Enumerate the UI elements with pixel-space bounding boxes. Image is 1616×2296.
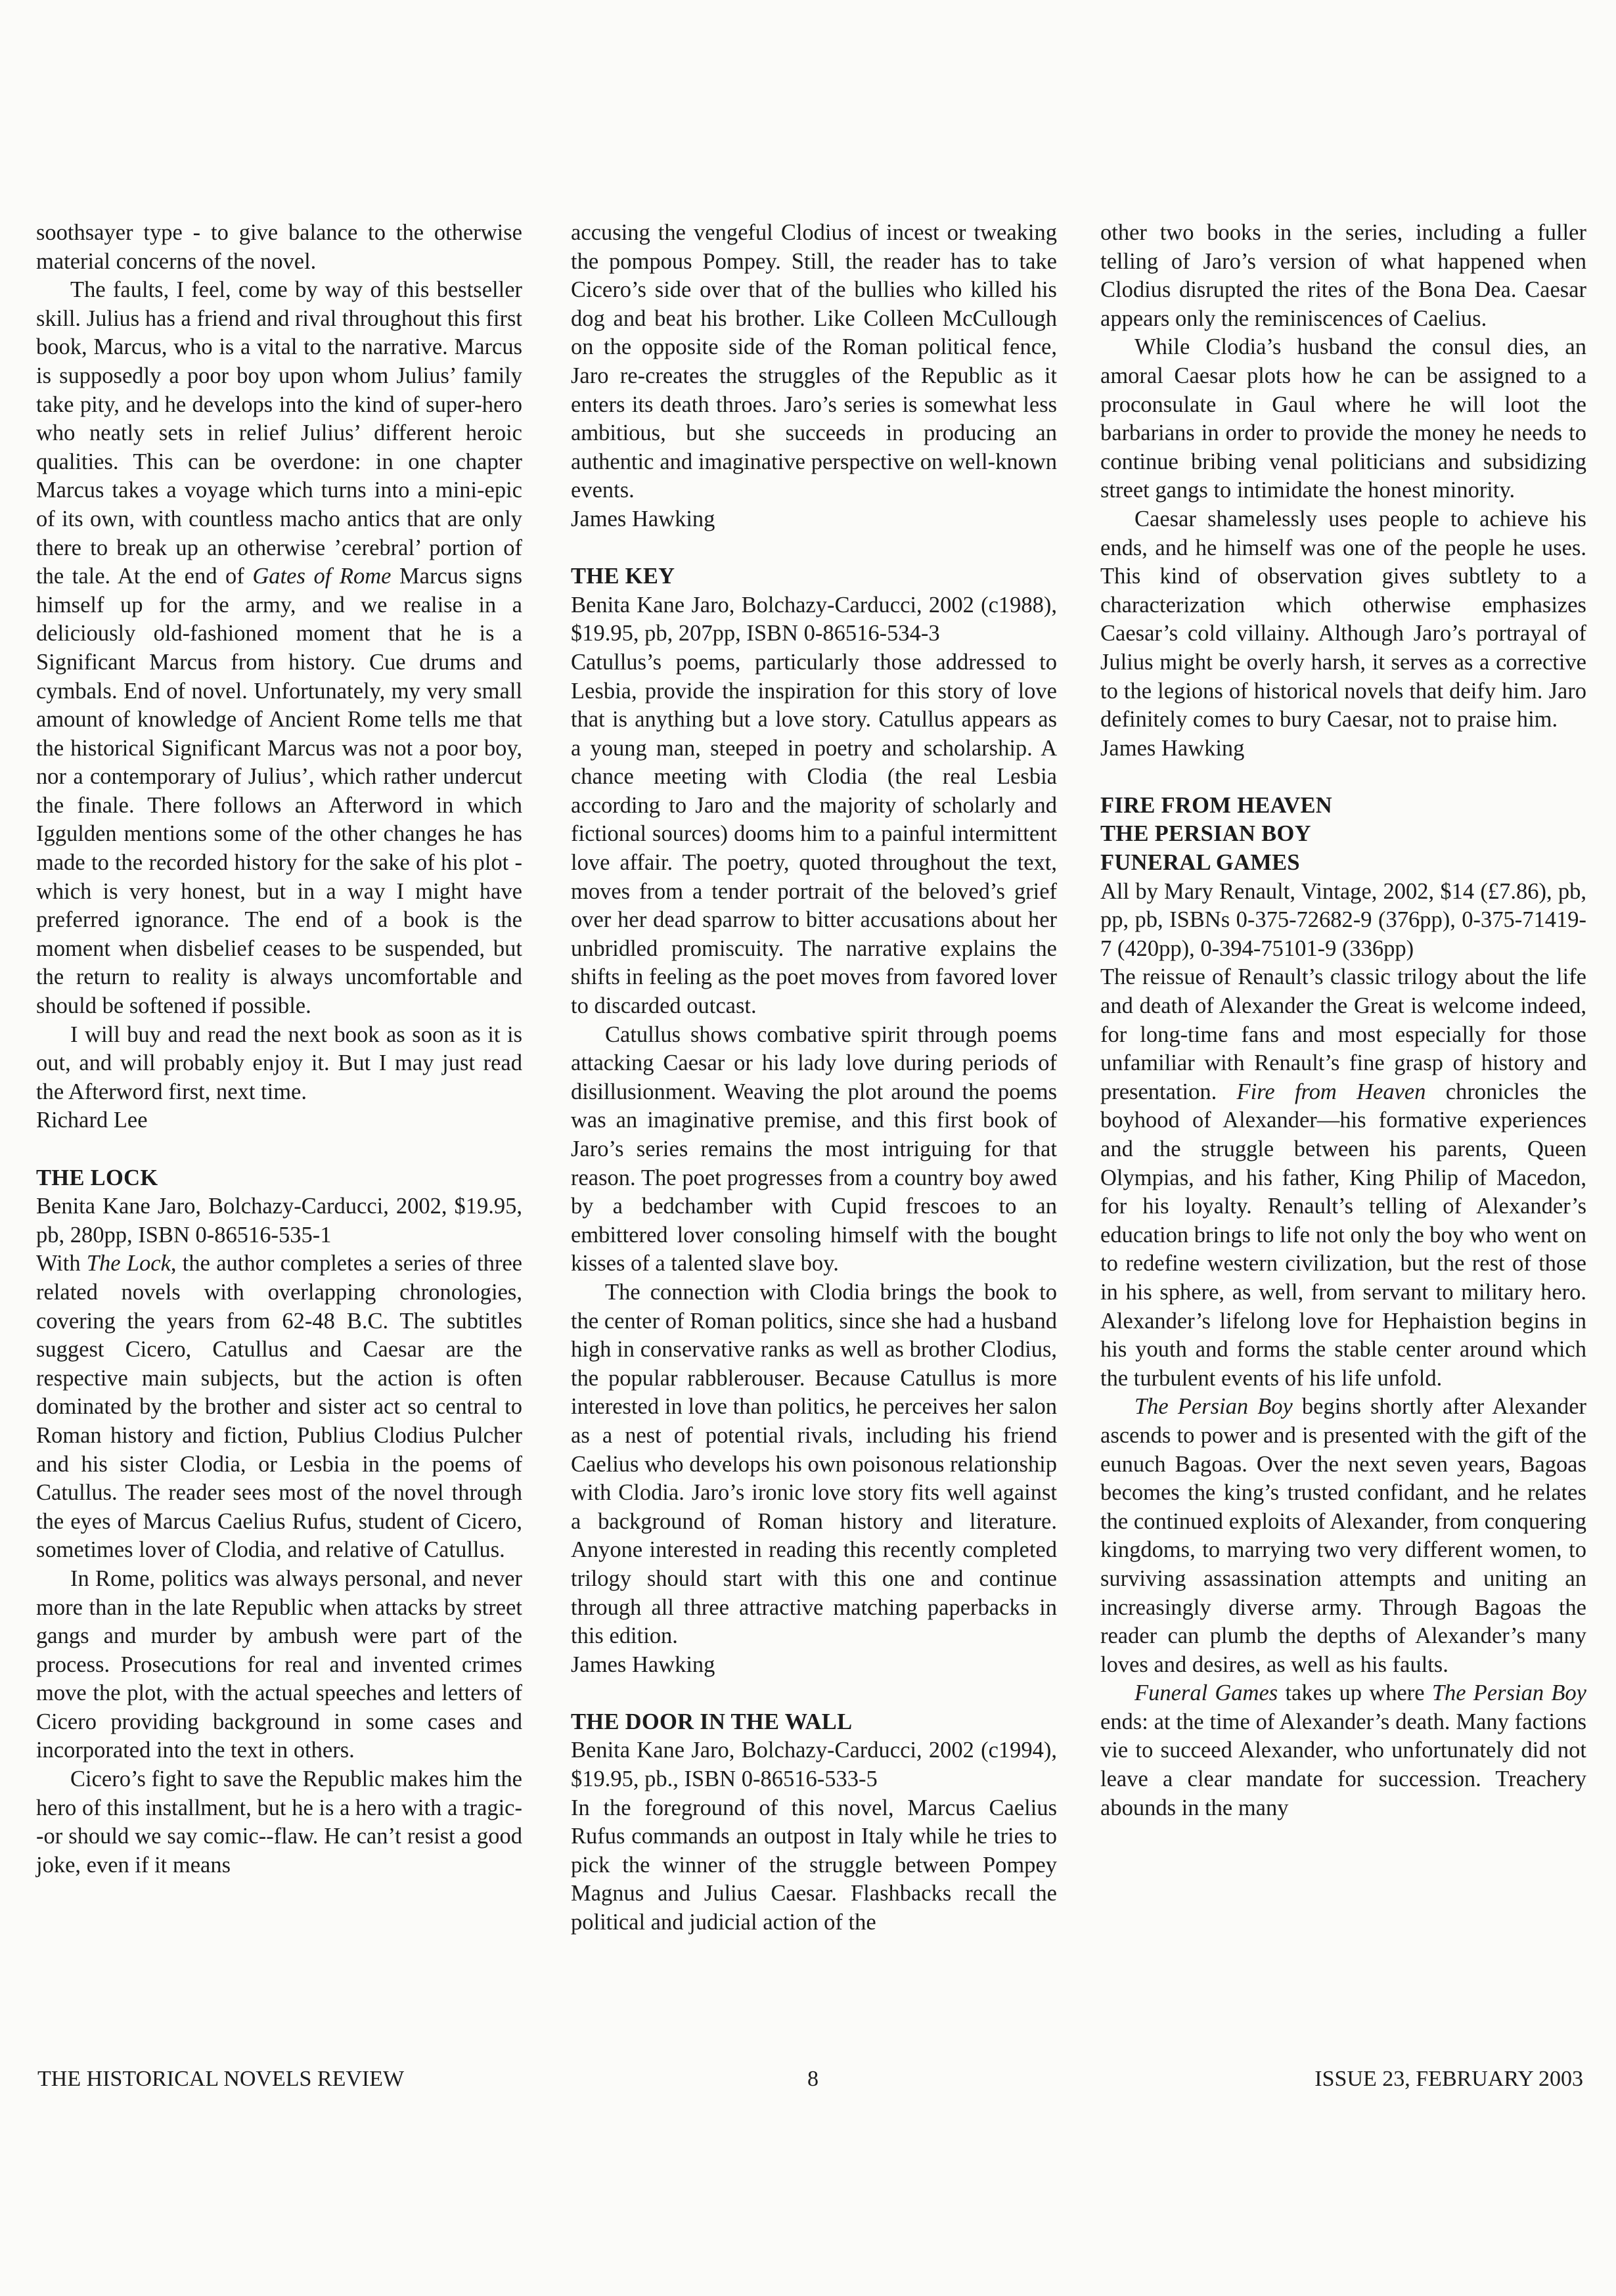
paragraph: accusing the vengeful Clodius of incest or tweaking the pompous Pompey. Still, the reader has to take Cicero’s side over that of the bullies who killed his dog and beat his brother. Like Colleen McCullough on the opposite side of the Roman political fence, Jaro re-creates the struggles of the Republic as it enters its death throes. Jaro’s series is somewhat less ambitious, but she succeeds in producing an authentic and imaginative perspective on well-known events. <box>571 220 1057 503</box>
book-title: Funeral Games <box>1134 1680 1278 1706</box>
paragraph: I will buy and read the next book as soon as it is out, and will probably enjoy it. But I may just read the Afterword first, next time. <box>36 1022 522 1104</box>
issue-info: ISSUE 23, FEBRUARY 2003 <box>1314 2067 1583 2091</box>
paragraph: Cicero’s fight to save the Republic makes him the hero of this installment, but he is a hero with a tragic--or should we say comic--flaw. He can’t resist a good joke, even if it means <box>36 1767 522 1878</box>
paragraph: Catullus shows combative spirit through poems attacking Caesar or his lady love during periods of disillusionment. Weaving the plot around the poems was an imaginative premise, and this first book of Jaro’s series remains the most intriguing for that reason. The poet progresses from a country boy awed by a bedchamber with Cupid frescoes to an embittered lover consoling himself with the bought kisses of a talented slave boy. <box>571 1022 1057 1276</box>
paragraph: In the foreground of this novel, Marcus Caelius Rufus commands an outpost in Italy while he tries to pick the winner of the struggle between Pompey Magnus and Julius Caesar. Flashbacks recall the political and judicial action of the <box>571 1795 1057 1935</box>
review-heading-the-key: THE KEY <box>571 564 675 589</box>
bibliographic-info: Benita Kane Jaro, Bolchazy-Carducci, 2002 (c1988), $19.95, pb, 207pp, ISBN 0-86516-534-3 <box>571 592 1057 646</box>
review-heading-funeral-games: FUNERAL GAMES <box>1100 850 1300 876</box>
review-heading-the-persian-boy: THE PERSIAN BOY <box>1100 821 1311 847</box>
bibliographic-info: Benita Kane Jaro, Bolchazy-Carducci, 2002 (c1994), $19.95, pb., ISBN 0-86516-533-5 <box>571 1738 1057 1792</box>
page-number: 8 <box>807 2067 819 2091</box>
column-middle <box>571 219 1057 1937</box>
book-title: The Persian Boy <box>1431 1680 1586 1706</box>
reviewer-name: James Hawking <box>571 506 715 531</box>
reviewer-name: Richard Lee <box>36 1108 148 1133</box>
paragraph: The Persian Boy begins shortly after Alexander ascends to power and is presented with the gift of the eunuch Bagoas. Over the next seven years, Bagoas becomes the king’s trusted confidant, and he relates the continued exploits of Alexander, from conquering kingdoms, to marrying two very different women, to surviving assassination attempts and uniting an increasingly diverse army. Through Bagoas the reader can plumb the depths of Alexander’s many loves and desires, as well as his faults. <box>1100 1394 1587 1677</box>
column-right <box>1100 219 1586 1822</box>
paragraph: The faults, I feel, come by way of this bestseller skill. Julius has a friend and rival throughout this first book, Marcus, who is a vital to the narrative. Marcus is supposedly a poor boy upon whom Julius’ family take pity, and he develops into the kind of super-hero who neatly sets in relief Julius’ different heroic qualities. This can be overdone: in one chapter Marcus takes a voyage which turns into a mini-epic of its own, with countless macho antics that are only there to break up an otherwise ’cerebral’ portion of the tale. At the end of Gates of Rome Marcus signs himself up for the army, and we realise in a deliciously old-fashioned moment that he is a Significant Marcus from history. Cue drums and cymbals. End of novel. Unfortunately, my very small amount of knowledge of Ancient Rome tells me that the historical Significant Marcus was not a poor boy, nor a contemporary of Julius’, which rather undercut the finale. There follows an Afterword in which Iggulden mentions some of the other changes he has made to the recorded history for the sake of his plot - which is very honest, but in a way I might have preferred ignorance. The end of a book is the moment when disbelief ceases to be suspended, but the return to reality is always uncomfortable and should be softened if possible. <box>36 277 522 1019</box>
paragraph: other two books in the series, including a fuller telling of Jaro’s version of what happened when Clodius disrupted the rites of the Bona Dea. Caesar appears only the reminiscences of Caelius. <box>1100 220 1586 331</box>
book-title: Fire from Heaven <box>1236 1079 1426 1104</box>
book-title: The Lock <box>86 1251 171 1276</box>
paragraph: Caesar shamelessly uses people to achieve his ends, and he himself was one of the people he uses. This kind of observation gives subtlety to a characterization which otherwise emphasizes Caesar’s cold villainy. Although Jaro’s portrayal of Julius might be overly harsh, it serves as a corrective to the legions of historical novels that deify him. Jaro definitely comes to bury Caesar, not to praise him. <box>1100 506 1586 732</box>
paragraph: Catullus’s poems, particularly those addressed to Lesbia, provide the inspiration for this story of love that is anything but a love story. Catullus appears as a young man, steeped in poetry and scholarship. A chance meeting with Clodia (the real Lesbia according to Jaro and the majority of scholarly and fictional sources) dooms him to a painful intermittent love affair. The poetry, quoted throughout the text, moves from a tender portrait of the beloved’s grief over her dead sparrow to bitter accusations about her unbridled promiscuity. The narrative explains the shifts in feeling as the poet moves from favored lover to discarded outcast. <box>571 649 1057 1019</box>
review-heading-the-lock: THE LOCK <box>36 1165 158 1190</box>
review-heading-the-door-in-the-wall: THE DOOR IN THE WALL <box>571 1709 853 1734</box>
reviewer-name: James Hawking <box>1100 735 1245 761</box>
page-footer <box>37 2065 1583 2098</box>
paragraph: Funeral Games takes up where The Persian Boy ends: at the time of Alexander’s death. Many factions vie to succeed Alexander, who unfortunately did not leave a clear mandate for succession. Treachery abounds in the many <box>1100 1680 1586 1820</box>
paragraph: While Clodia’s husband the consul dies, an amoral Caesar plots how he can be assigned to a proconsulate in Gaul where he will loot the barbarians in order to provide the money he needs to continue bribing venal politicians and subsidizing street gangs to intimidate the honest minority. <box>1100 334 1586 503</box>
paragraph: The reissue of Renault’s classic trilogy about the life and death of Alexander the Great is welcome indeed, for long-time fans and most especially for those unfamiliar with Renault’s fine grasp of history and presentation. Fire from Heaven chronicles the boyhood of Alexander—his formative experiences and the struggle between his parents, Queen Olympias, and his father, King Philip of Macedon, for his loyalty. Renault’s telling of Alexander’s education brings to life not only the boy who went on to redefine western civilization, but the rest of those in his sphere, as well, from servant to military hero. Alexander’s lifelong love for Hephaistion begins in his youth and forms the stable center around which the turbulent events of his life unfold. <box>1100 964 1587 1391</box>
paragraph: The connection with Clodia brings the book to the center of Roman politics, since she had a husband high in conservative ranks as well as brother Clodius, the popular rabblerouser. Because Catullus is more interested in love than politics, he perceives her salon as a nest of potential rivals, including his friend Caelius who develops his own poisonous relationship with Clodia. Jaro’s ironic love story fits well against a background of Roman history and literature. Anyone interested in reading this recently completed trilogy should start with this one and continue through all three attractive matching paperbacks in this edition. <box>571 1279 1057 1649</box>
book-title: Gates of Rome <box>252 564 392 589</box>
publication-title: THE HISTORICAL NOVELS REVIEW <box>37 2067 405 2091</box>
book-title: The Persian Boy <box>1134 1394 1293 1420</box>
paragraph: In Rome, politics was always personal, and never more than in the late Republic when attacks by street gangs and murder by ambush were part of the process. Prosecutions for real and invented crimes move the plot, with the actual speeches and letters of Cicero providing background in some cases and incorporated into the text in others. <box>36 1565 522 1763</box>
bibliographic-info: All by Mary Renault, Vintage, 2002, $14 (£7.86), pb, pp, pb, ISBNs 0-375-72682-9 (376pp), 0-375-71419-7 (420pp), 0-394-75101-9 (336pp) <box>1100 878 1586 961</box>
paragraph: soothsayer type - to give balance to the otherwise material concerns of the novel. <box>36 220 522 274</box>
review-heading-fire-from-heaven: FIRE FROM HEAVEN <box>1100 792 1333 818</box>
bibliographic-info: Benita Kane Jaro, Bolchazy-Carducci, 2002, $19.95, pb, 280pp, ISBN 0-86516-535-1 <box>36 1194 522 1248</box>
reviewer-name: James Hawking <box>571 1652 715 1677</box>
column-left <box>36 219 522 1880</box>
paragraph: With The Lock, the author completes a series of three related novels with overlapping chronologies, covering the years from 62-48 B.C. The subtitles suggest Cicero, Catullus and Caesar are the respective main subjects, but the action is often dominated by the brother and sister act so central to Roman history and fiction, Publius Clodius Pulcher and his sister Clodia, or Lesbia in the poems of Catullus. The reader sees most of the novel through the eyes of Marcus Caelius Rufus, student of Cicero, sometimes lover of Clodia, and relative of Catullus. <box>36 1251 522 1563</box>
